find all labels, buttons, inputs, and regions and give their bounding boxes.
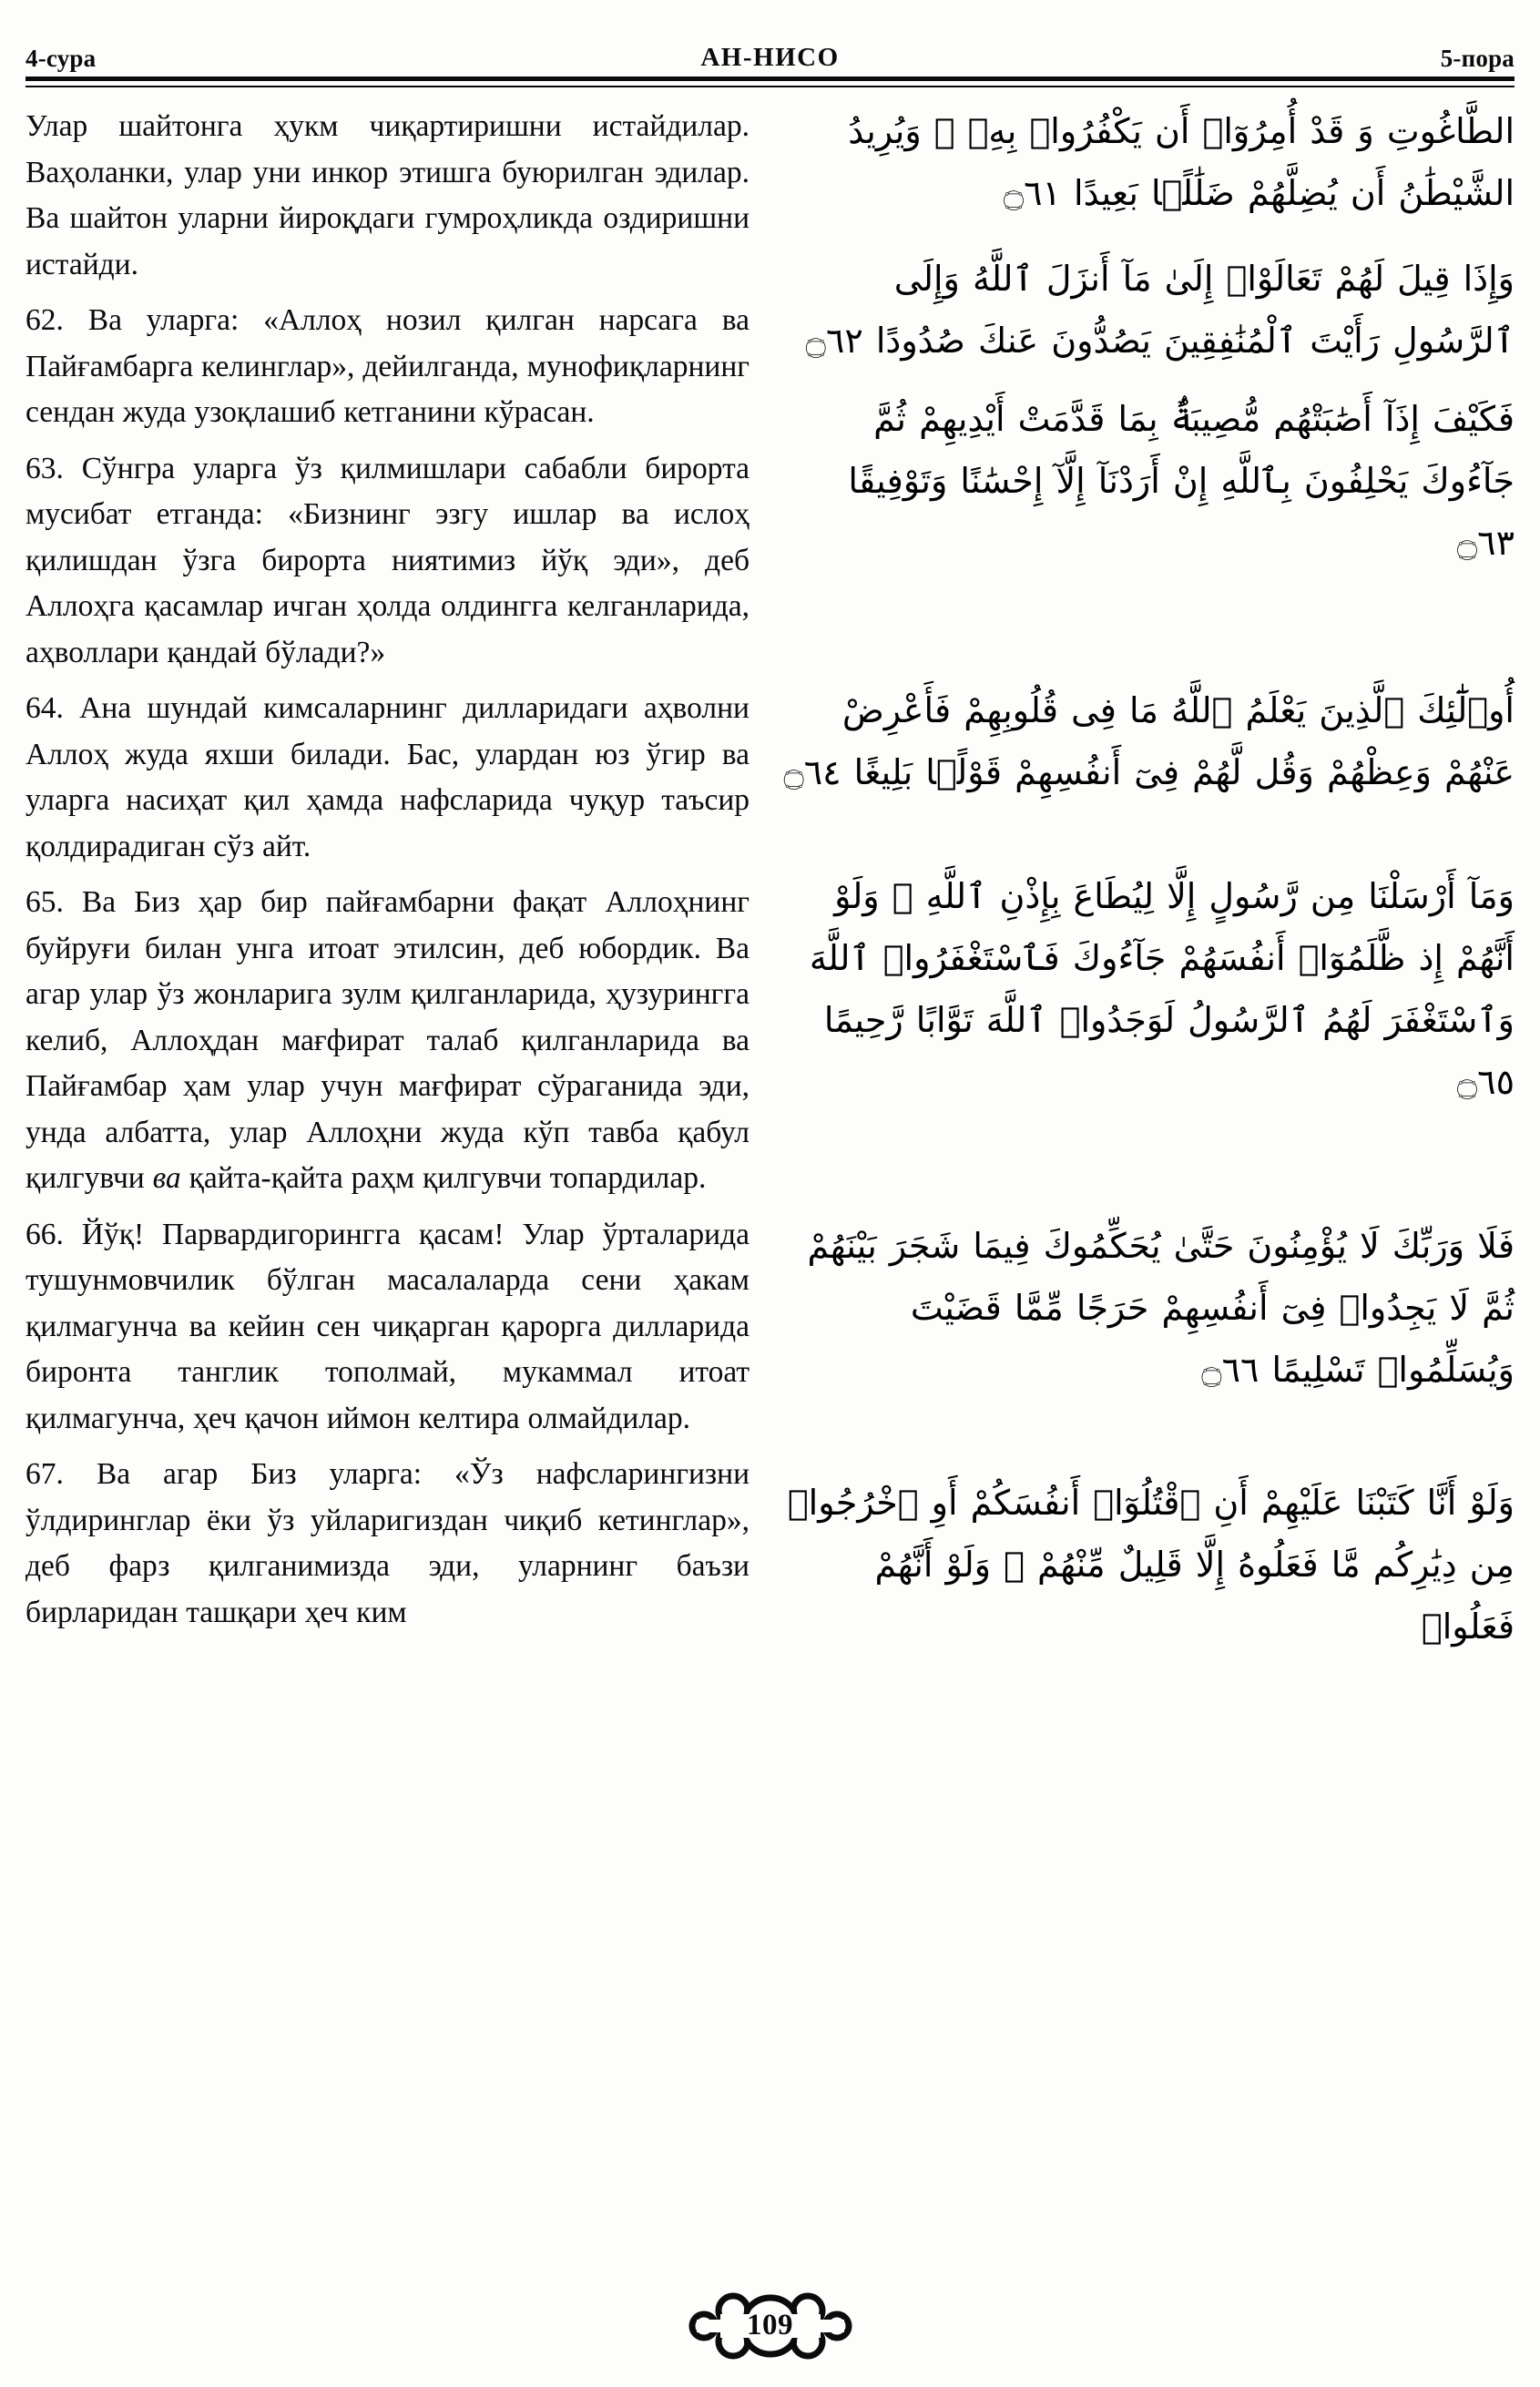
uzbek-emphasis-word: ва <box>152 1161 181 1195</box>
arabic-verse-block: أُو۟لَٰٓئِكَ ٱلَّذِينَ يَعْلَمُ ٱللَّهُ مَا فِى قُلُوبِهِمْ فَأَعْرِضْ عَنْهُمْ وَعِظْهُمْ وَقُل لَّهُمْ فِىٓ أَنفُسِهِمْ قَوْلًۢا بَلِيغًا ۝٦٤ <box>783 690 1515 792</box>
uzbek-paragraph-text-cont: қайта-қайта раҳм қилгувчи топардилар. <box>180 1161 707 1195</box>
uzbek-paragraph <box>25 880 750 1202</box>
arabic-verse-block: وَمَآ أَرْسَلْنَا مِن رَّسُولٍ إِلَّا لِيُطَاعَ بِإِذْنِ ٱللَّهِ ۚ وَلَوْ أَنَّهُمْ إِذ ظَّلَمُوٓا۟ أَنفُسَهُمْ جَآءُوكَ فَٱسْتَغْفَرُوا۟ ٱللَّهَ وَٱسْتَغْفَرَ لَهُمُ ٱلرَّسُولُ لَوَجَدُوا۟ ٱللَّهَ تَوَّابًا رَّحِيمًا ۝٦٥ <box>809 876 1515 1102</box>
uzbek-translation-column <box>25 98 750 2250</box>
arabic-verse-block: وَلَوْ أَنَّا كَتَبْنَا عَلَيْهِمْ أَنِ ٱقْتُلُوٓا۟ أَنفُسَكُمْ أَوِ ٱخْرُجُوا۟ مِن دِيَٰرِكُم مَّا فَعَلُوهُ إِلَّا قَلِيلٌ مِّنْهُمْ ۖ وَلَوْ أَنَّهُمْ فَعَلُوا۟ <box>787 1483 1515 1647</box>
verse-number: 65. <box>25 885 64 919</box>
uzbek-paragraph <box>25 686 750 870</box>
arabic-quran-column <box>780 98 1515 2250</box>
uzbek-paragraph <box>25 446 750 677</box>
arabic-verse-block: الطَّاغُوتِ وَ قَدْ أُمِرُوٓا۟ أَن يَكْفُرُوا۟ بِهِۦ ۖ وَيُرِيدُ الشَّيْطَٰنُ أَن يُضِلَّهُمْ ضَلَٰلًۢا بَعِيدًا ۝٦١ <box>848 111 1515 213</box>
arabic-verse-block: فَكَيْفَ إِذَآ أَصَٰبَتْهُم مُّصِيبَةٌۢ بِمَا قَدَّمَتْ أَيْدِيهِمْ ثُمَّ جَآءُوكَ يَحْلِفُونَ بِٱللَّهِ إِنْ أَرَدْنَآ إِلَّآ إِحْسَٰنًا وَتَوْفِيقًا ۝٦٣ <box>848 399 1515 563</box>
verse-number: 63. <box>25 451 64 485</box>
uzbek-paragraph-text: Ана шундай кимсаларнинг дилларидаги аҳволни Аллоҳ жуда яхши билади. Бас, улардан юз ўгир ва уларга насиҳат қил ҳамда нафсларида чуқур таъсир қолдирадиган сўз айт. <box>25 691 750 863</box>
uzbek-paragraph-text: Ва агар Биз уларга: «Ўз нафсларингизни ўлдиринглар ёки ўз уйларигиздан чиқиб кетинглар», деб фарз қилганимизда эди, уларнинг баъзи бирларидан ташқари ҳеч ким <box>25 1457 750 1629</box>
page-number: 109 <box>747 2308 793 2341</box>
verse-number: 62. <box>25 303 64 337</box>
folio <box>0 2290 1540 2361</box>
arabic-verse-block: فَلَا وَرَبِّكَ لَا يُؤْمِنُونَ حَتَّىٰ يُحَكِّمُوكَ فِيمَا شَجَرَ بَيْنَهُمْ ثُمَّ لَا يَجِدُوا۟ فِىٓ أَنفُسِهِمْ حَرَجًا مِّمَّا قَضَيْتَ وَيُسَلِّمُوا۟ تَسْلِيمًا ۝٦٦ <box>807 1226 1515 1390</box>
uzbek-paragraph-text: Ва Биз ҳар бир пайғамбарни фақат Аллоҳнинг буйруғи билан унга итоат этилсин, деб юбордик. Ва агар улар ўз жонларига зулм қилганларида, ҳузурингга келиб, Аллоҳдан мағфират талаб қилганларида ва Пайғамбар ҳам улар учун мағфират сўраганида эди, унда албатта, улар Аллоҳни жуда кўп тавба қабул қилгувчи <box>25 885 750 1195</box>
uzbek-paragraph-text: Сўнгра уларга ўз қилмишлари сабабли бирорта мусибат етганда: «Бизнинг эзгу ишлар ва ислоҳ қилишдан ўзга бирорта ниятимиз йўқ эди», деб Аллоҳга қасамлар ичган ҳолда олдингга келганларида, аҳволлари қандай бўлади?» <box>25 451 750 669</box>
header-divider-rule <box>25 77 1515 81</box>
arabic-verse-block: وَإِذَا قِيلَ لَهُمْ تَعَالَوْا۟ إِلَىٰ مَآ أَنزَلَ ٱللَّهُ وَإِلَى ٱلرَّسُولِ رَأَيْتَ ٱلْمُنَٰفِقِينَ يَصُدُّونَ عَنكَ صُدُودًا ۝٦٢ <box>805 259 1515 361</box>
uzbek-paragraph-text: Йўқ! Парвардигорингга қасам! Улар ўрталарида тушунмовчилик бўлган масалаларда сени ҳакам қилмагунча ва кейин сен чиқарган қарорга дилларида биронта танглик тополмай, мукаммал итоат қилмагунча, ҳеч қачон иймон келтира олмайдилар. <box>25 1217 750 1435</box>
uzbek-paragraph <box>25 1212 750 1443</box>
uzbek-paragraph-text: Ва уларга: «Аллоҳ нозил қилган нарсага ва Пайғамбарга келинглар», дейилганда, мунофиқларнинг сендан жуда узоқлашиб кетганини кўрасан. <box>25 303 750 429</box>
verse-number: 67. <box>25 1457 64 1491</box>
header-juz-label: 5-пора <box>1440 45 1515 72</box>
page-columns <box>25 98 1515 2250</box>
verse-number: 64. <box>25 691 64 725</box>
running-header <box>25 31 1515 73</box>
uzbek-paragraph <box>25 298 750 436</box>
uzbek-paragraph <box>25 1452 750 1636</box>
verse-number: 66. <box>25 1217 64 1251</box>
uzbek-paragraph-text: Улар шайтонга ҳукм чиқартиришни истайдилар. Ваҳоланки, улар уни инкор этишга буюрилган эдилар. Ва шайтон уларни йироқдаги гумроҳликда оздиришни истайди. <box>25 109 750 281</box>
header-surah-label: 4-сура <box>25 45 97 72</box>
uzbek-paragraph <box>25 104 750 288</box>
header-surah-title: АН-НИСО <box>700 43 840 72</box>
